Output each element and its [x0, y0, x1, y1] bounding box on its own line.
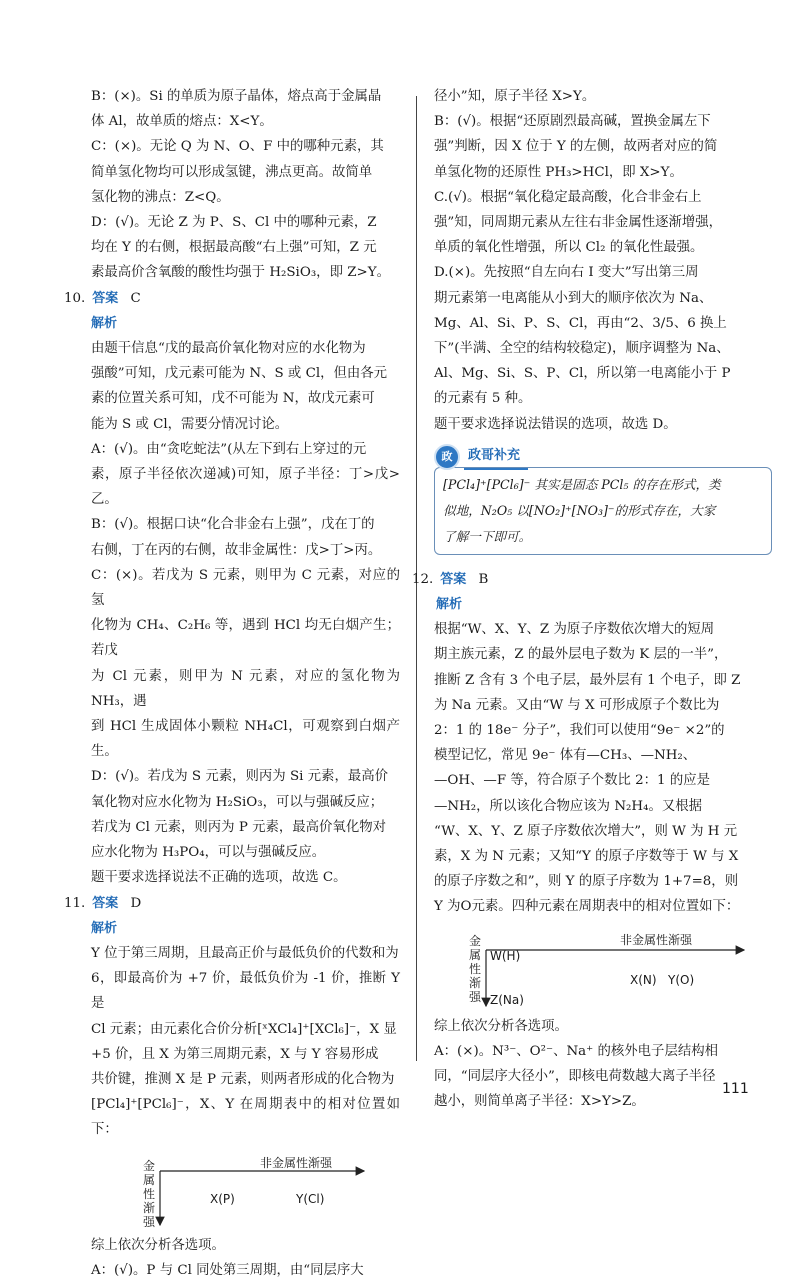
text-line: 越小，则简单离子半径：X>Y>Z。 — [434, 1094, 645, 1110]
text-line: B：(√)。根据口诀“化合非金右上强”，戊在丁的 — [91, 517, 375, 533]
analysis-row — [64, 916, 400, 941]
supplement-header — [434, 445, 772, 469]
text-line: 素，原子半径依次递减)可知，原子半径：丁>戊>乙。 — [91, 467, 400, 508]
text-line: Y 为O元素。四种元素在周期表中的相对位置如下： — [434, 899, 740, 915]
question-10 — [64, 286, 400, 891]
element-z: Z(Na) — [490, 992, 524, 1007]
text-line: 氢化物的沸点：Z<Q。 — [91, 189, 230, 205]
side-char: 属 — [468, 947, 481, 962]
text-line: 单氢化物的还原性 PH₃>HCl，即 X>Y。 — [434, 164, 683, 180]
text-line: D：(√)。若戊为 S 元素，则丙为 Si 元素，最高价 — [91, 769, 389, 785]
supplement-content — [434, 467, 772, 555]
text-line: Cl 元素；由元素化合价分析[ˣXCl₄]⁺[XCl₆]⁻，X 显 — [91, 1021, 397, 1037]
text-line: 应水化物为 H₃PO₄，可以与强碱反应。 — [91, 845, 326, 861]
answer-row — [64, 286, 400, 311]
side-char: 金 — [142, 1158, 155, 1173]
text-line: 均在 Y 的右侧，根据最高酸“右上强”可知，Z 元 — [91, 240, 377, 256]
answer-row — [64, 891, 400, 916]
element-w: W(H) — [490, 948, 521, 963]
q11-tail — [434, 84, 772, 437]
text-line: A：(√)。由“贪吃蛇法”(从左下到右上穿过的元 — [91, 441, 367, 457]
answer-row — [412, 567, 772, 592]
text-line: C.(√)。根据“氧化稳定最高酸，化合非金右上 — [434, 189, 702, 205]
question-number: 12. — [412, 571, 434, 587]
answer-value: C — [130, 290, 141, 306]
text-line: 能为 S 或 Cl，需要分情况讨论。 — [91, 416, 289, 432]
text-line: 单质的氧化性增强，所以 Cl₂ 的氧化性最强。 — [434, 240, 704, 256]
text-line: 的原子序数之和”，则 Y 的原子序数为 1+7=8，则 — [434, 874, 739, 890]
text-line: +5 价，且 X 为第三周期元素，X 与 Y 容易形成 — [91, 1046, 379, 1062]
text-line: —OH、—F 等，符合原子个数比 2：1 的应是 — [434, 773, 711, 789]
left-column — [64, 84, 400, 1283]
text-line: 综上依次分析各选项。 — [434, 1018, 568, 1034]
text-line: C：(×)。若戊为 S 元素，则甲为 C 元素，对应的氢 — [91, 567, 400, 609]
text-line: 为 Na 元素。又由“W 与 X 可形成原子个数比为 — [434, 697, 720, 713]
element-x: X(P) — [210, 1191, 235, 1206]
question-12 — [412, 567, 772, 1115]
text-line: 素的位置关系可知，戊不可能为 N，故戊元素可 — [91, 391, 375, 407]
analysis-row — [434, 592, 772, 617]
side-char: 性 — [468, 961, 481, 976]
text-line: 简单氢化物均可以形成氢键，沸点更高。故简单 — [91, 164, 373, 180]
text-line: 了解一下即可。 — [443, 528, 532, 544]
text-line: 2：1 的 18e⁻ 分子”，我们可以使用“9e⁻ ×2”的 — [434, 723, 725, 739]
text-line: 综上依次分析各选项。 — [91, 1237, 225, 1253]
element-y: Y(Cl) — [296, 1191, 325, 1206]
text-line: 为 Cl 元素，则甲为 N 元素，对应的氢化物为 NH₃，遇 — [91, 668, 400, 709]
text-line: 强酸”可知，戊元素可能为 N、S 或 Cl，但由各元 — [91, 366, 388, 382]
text-line: 6，即最高价为 +7 价，最低负价为 -1 价，推断 Y 是 — [91, 971, 400, 1012]
text-line: D：(√)。无论 Z 为 P、S、Cl 中的哪种元素，Z — [91, 215, 377, 231]
supplement-title: 政哥补充 — [464, 443, 528, 470]
text-line: 强”判断，因 X 位于 Y 的左侧，故两者对应的简 — [434, 139, 718, 155]
text-line: D.(×)。先按照“自左向右 I 变大”写出第三周 — [434, 265, 699, 281]
text-line: Y 位于第三周期，且最高正价与最低负价的代数和为 — [91, 945, 399, 961]
side-char: 强 — [468, 989, 481, 1004]
answer-value: D — [130, 895, 142, 911]
text-line: 强”知，同周期元素从左往右非金属性逐渐增强， — [434, 215, 723, 231]
question-number: 10. — [64, 290, 86, 306]
side-char: 渐 — [142, 1200, 155, 1215]
text-line: Al、Mg、Si、S、P、Cl，所以第一电离能小于 P — [434, 366, 731, 382]
text-line: C：(×)。无论 Q 为 N、O、F 中的哪种元素，其 — [91, 139, 384, 155]
element-x: X(N) — [630, 972, 657, 987]
text-line: 推断 Z 含有 3 个电子层，最外层有 1 个电子，即 Z — [434, 672, 741, 688]
page-number: 111 — [722, 1081, 749, 1097]
text-line: 若戊为 Cl 元素，则丙为 P 元素，最高价氧化物对 — [91, 819, 386, 835]
text-line: “W、X、Y、Z 原子序数依次增大”，则 W 为 H 元 — [434, 823, 738, 839]
trend-side-label — [142, 1159, 156, 1229]
text-line: 由题干信息“戊的最高价氧化物对应的水化物为 — [91, 341, 366, 357]
text-line: 素最高价含氧酸的酸性均强于 H₂SiO₃，即 Z>Y。 — [91, 265, 390, 281]
trend-diagram-q11 — [64, 1147, 400, 1227]
text-line: B：(√)。根据“还原剧烈最高碱，置换金属左下 — [434, 114, 711, 130]
text-line: 题干要求选择说法错误的选项，故选 D。 — [434, 416, 677, 432]
q9-tail — [64, 84, 400, 286]
analysis-label: 解析 — [91, 315, 118, 331]
trend-top-label: 非金属性渐强 — [260, 1155, 333, 1170]
right-column — [412, 84, 772, 1115]
side-char: 强 — [142, 1214, 155, 1229]
text-line: 模型记忆，常见 9e⁻ 体有—CH₃、—NH₂、 — [434, 748, 697, 764]
trend-diagram-q12 — [434, 924, 772, 1008]
text-line: 到 HCl 生成固体小颗粒 NH₄Cl，可观察到白烟产生。 — [91, 719, 400, 760]
analysis-label: 解析 — [436, 597, 463, 613]
text-line: 期元素第一电离能从小到大的顺序依次为 Na、 — [434, 290, 713, 306]
side-char: 属 — [142, 1172, 155, 1187]
question-11 — [64, 891, 400, 1283]
text-line: 右侧，丁在丙的右侧，故非金属性：戊>丁>丙。 — [91, 542, 382, 558]
side-char: 性 — [142, 1186, 155, 1201]
text-line: 同，“同层序大径小”，即核电荷数越大离子半径 — [434, 1069, 716, 1085]
trend-top-label: 非金属性渐强 — [620, 932, 693, 947]
text-line: 体 Al，故单质的熔点：X<Y。 — [91, 114, 273, 130]
question-number: 11. — [64, 895, 86, 911]
text-line: 共价键，推测 X 是 P 元素，则两者形成的化合物为 — [91, 1071, 395, 1087]
text-line: 氧化物对应水化物为 H₂SiO₃，可以与强碱反应； — [91, 794, 384, 810]
text-line: [PCl₄]⁺[PCl₆]⁻ 其实是固态 PCl₅ 的存在形式，类 — [443, 476, 721, 492]
text-line: —NH₂，所以该化合物应该为 N₂H₄。又根据 — [434, 798, 703, 814]
trend-side-label — [468, 934, 482, 1004]
analysis-label: 解析 — [91, 920, 118, 936]
text-line: 的元素有 5 种。 — [434, 391, 532, 407]
side-char: 金 — [468, 933, 481, 948]
text-line: 下”(半满、全空的结构较稳定)，顺序调整为 Na、 — [434, 341, 730, 357]
answer-label: 答案 — [92, 290, 119, 306]
text-line: 素，X 为 N 元素；又知“Y 的原子序数等于 W 与 X — [434, 849, 739, 865]
answer-value: B — [478, 571, 489, 587]
text-line: 径小”知，原子半径 X>Y。 — [434, 89, 596, 104]
text-line: 似地，N₂O₅ 以[NO₂]⁺[NO₃]⁻的形式存在，大家 — [443, 502, 716, 518]
text-line: 化物为 CH₄、C₂H₆ 等，遇到 HCl 均无白烟产生；若戊 — [91, 618, 400, 659]
supplement-box — [434, 445, 772, 555]
text-line: A：(×)。N³⁻、O²⁻、Na⁺ 的核外电子层结构相 — [434, 1043, 719, 1059]
teacher-badge-icon: 政 — [434, 444, 460, 470]
text-line: Mg、Al、Si、P、S、Cl，再由“2、3/5、6 换上 — [434, 315, 727, 331]
text-line: B：(×)。Si 的单质为原子晶体，熔点高于金属晶 — [91, 89, 382, 104]
answer-label: 答案 — [92, 895, 119, 911]
trend-axes — [434, 924, 772, 1008]
text-line: 题干要求选择说法不正确的选项，故选 C。 — [91, 870, 347, 886]
analysis-row — [64, 311, 400, 336]
element-y: Y(O) — [668, 972, 695, 987]
text-line: [PCl₄]⁺[PCl₆]⁻，X、Y 在周期表中的相对位置如下： — [91, 1097, 400, 1138]
answer-label: 答案 — [440, 571, 467, 587]
text-line: 根据“W、X、Y、Z 为原子序数依次增大的短周 — [434, 622, 715, 638]
text-line: 期主族元素，Z 的最外层电子数为 K 层的一半”， — [434, 647, 728, 663]
side-char: 渐 — [468, 975, 481, 990]
text-line: A：(√)。P 与 Cl 同处第三周期，由“同层序大 — [91, 1262, 364, 1278]
